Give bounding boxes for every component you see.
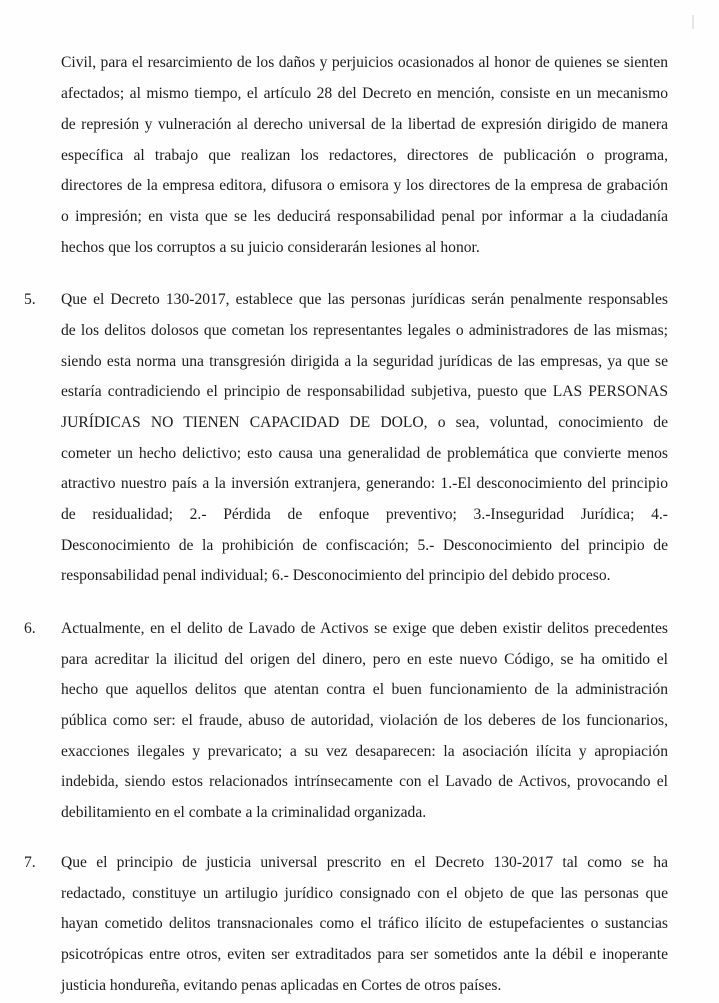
text-line: Que el principio de justicia universal prescrito en el Decreto 130-2017 tal como se ha [61,854,668,871]
text-line: indebida, siendo estos relacionados intrínsecamente con el Lavado de Activos, provocando el [61,773,668,790]
text-line: de represión y vulneración al derecho universal de la libertad de expresión dirigido de manera [61,116,668,133]
text-line: estaría contradiciendo el principio de responsabilidad subjetiva, puesto que LAS PERSONAS [61,383,668,400]
item-number: 7. [24,854,36,871]
text-line: JURÍDICAS NO TIENEN CAPACIDAD DE DOLO, o sea, voluntad, conocimiento de [61,414,668,431]
text-line: hecho que aquellos delitos que atentan contra el buen funcionamiento de la administración [61,681,668,698]
text-line: Civil, para el resarcimiento de los daños y perjuicios ocasionados al honor de quienes se sienten [61,54,668,71]
text-line: debilitamiento en el combate a la criminalidad organizada. [61,804,427,821]
text-line: Desconocimiento de la prohibición de confiscación; 5.- Desconocimiento del principio de [61,537,668,554]
text-line: de los delitos dolosos que cometan los representantes legales o administradores de las mismas; [61,322,668,339]
text-line: para acreditar la ilicitud del origen del dinero, pero en este nuevo Código, se ha omitido el [61,651,668,668]
text-line: cometer un hecho delictivo; esto causa una generalidad de problemática que convierte menos [61,445,668,462]
scan-edge-mark [692,15,694,29]
item-number: 6. [24,620,36,637]
text-line: pública como ser: el fraude, abuso de autoridad, violación de los deberes de los funcionarios, [61,712,668,729]
text-line: responsabilidad penal individual; 6.- Desconocimiento del principio del debido proceso. [61,567,611,584]
text-line: justicia hondureña, evitando penas aplicadas en Cortes de otros países. [61,977,502,994]
item-number: 5. [24,291,36,308]
text-line: atractivo nuestro país a la inversión extranjera, generando: 1.-El desconocimiento del principio [61,475,668,492]
text-line: de residualidad; 2.- Pérdida de enfoque preventivo; 3.-Inseguridad Jurídica; 4.- [61,506,668,523]
text-line: específica al trabajo que realizan los redactores, directores de publicación o programa, [61,147,668,164]
text-line: afectados; al mismo tiempo, el artículo 28 del Decreto en mención, consiste en un mecanismo [61,85,668,102]
text-line: psicotrópicas entre otros, eviten ser extraditados para ser sometidos ante la débil e inoperante [61,946,668,963]
text-line: o impresión; en vista que se les deducirá responsabilidad penal por informar a la ciudadanía [61,208,668,225]
text-line: directores de la empresa editora, difusora o emisora y los directores de la empresa de grabación [61,177,668,194]
text-line: hechos que los corruptos a su juicio considerarán lesiones al honor. [61,239,480,256]
text-line: hayan cometido delitos transnacionales como el tráfico ilícito de estupefacientes o sustancias [61,915,668,932]
text-line: Que el Decreto 130-2017, establece que las personas jurídicas serán penalmente responsables [61,291,668,308]
text-line: siendo esta norma una transgresión dirigida a la seguridad jurídicas de las empresas, ya que se [61,353,668,370]
text-line: exacciones ilegales y prevaricato; a su vez desaparecen: la asociación ilícita y apropiación [61,743,668,760]
text-line: Actualmente, en el delito de Lavado de Activos se exige que deben existir delitos precedentes [61,620,668,637]
text-line: redactado, constituye un artilugio jurídico consignado con el objeto de que las personas que [61,885,668,902]
